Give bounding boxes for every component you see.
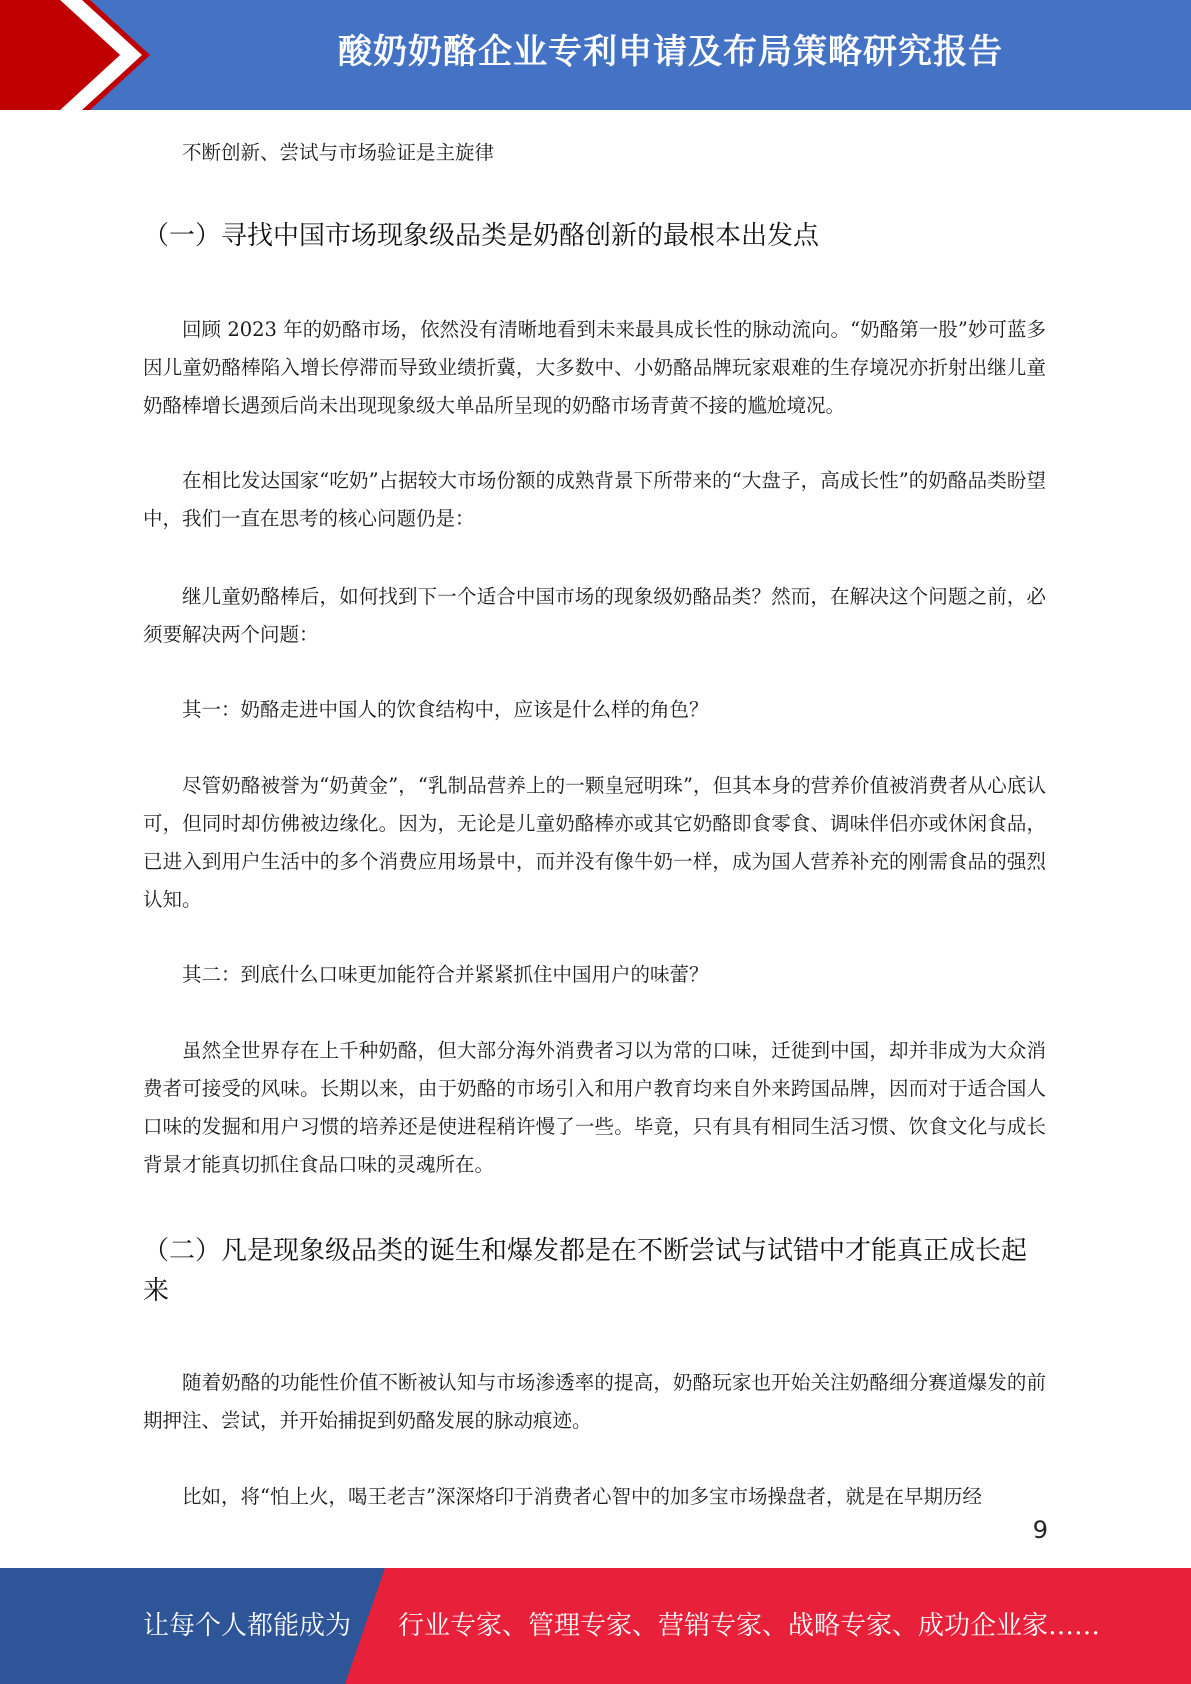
paragraph: 在相比发达国家“吃奶”占据较大市场份额的成熟背景下所带来的“大盘子，高成长性”的奶酪品类盼望中，我们一直在思考的核心问题仍是：: [143, 469, 1046, 530]
paragraph: 继儿童奶酪棒后，如何找到下一个适合中国市场的现象级奶酪品类？然而，在解决这个问题之前，必须要解决两个问题：: [143, 585, 1046, 646]
report-title: 酸奶奶酪企业专利申请及布局策略研究报告: [338, 32, 1003, 72]
paragraph: 比如，将“怕上火，喝王老吉”深深烙印于消费者心智中的加多宝市场操盘者，就是在早期历经: [182, 1485, 982, 1508]
intro-line: 不断创新、尝试与市场验证是主旋律: [182, 141, 495, 164]
paragraph: 尽管奶酪被誉为“奶黄金”，“乳制品营养上的一颗皇冠明珠”，但其本身的营养价值被消费者从心底认可，但同时却仿佛被边缘化。因为，无论是儿童奶酪棒亦或其它奶酪即食零食、调味伴侣亦或休闲食品，已进入到用户生活中的多个消费应用场景中，而并没有像牛奶一样，成为国人营养补充的刚需食品的强烈认知。: [143, 774, 1046, 911]
header-chevron-icon: [0, 0, 160, 110]
section-heading-1: （一）寻找中国市场现象级品类是奶酪创新的最根本出发点: [143, 221, 820, 251]
paragraph: 回顾 2023 年的奶酪市场，依然没有清晰地看到未来最具成长性的脉动流向。“奶酪第一股”妙可蓝多因儿童奶酪棒陷入增长停滞而导致业绩折冀，大多数中、小奶酪品牌玩家艰难的生存境况亦折射出继儿童奶酪棒增长遇颈后尚未出现现象级大单品所呈现的奶酪市场青黄不接的尴尬境况。: [143, 318, 1046, 417]
paragraph: 虽然全世界存在上千种奶酪，但大部分海外消费者习以为常的口味，迁徙到中国，却并非成为大众消费者可接受的风味。长期以来，由于奶酪的市场引入和用户教育均来自外来跨国品牌，因而对于适合国人口味的发掘和用户习惯的培养还是使进程稍许慢了一些。毕竟，只有具有相同生活习惯、饮食文化与成长背景才能真切抓住食品口味的灵魂所在。: [143, 1039, 1046, 1176]
paragraph: 其二：到底什么口味更加能符合并紧紧抓住中国用户的味蕾？: [182, 963, 709, 986]
paragraph: 随着奶酪的功能性价值不断被认知与市场渗透率的提高，奶酪玩家也开始关注奶酪细分赛道爆发的前期押注、尝试，并开始捕捉到奶酪发展的脉动痕迹。: [143, 1371, 1046, 1432]
page-footer: [0, 1568, 1191, 1684]
paragraph: 其一：奶酪走进中国人的饮食结构中，应该是什么样的角色？: [182, 698, 709, 721]
page-header: [0, 0, 1191, 110]
section-heading-2: （二）凡是现象级品类的诞生和爆发都是在不断尝试与试错中才能真正成长起来: [143, 1236, 1028, 1306]
page-number: 9: [1032, 1516, 1048, 1544]
footer-slogan-left: 让每个人都能成为: [143, 1611, 352, 1641]
footer-slogan-right: 行业专家、管理专家、营销专家、战略专家、成功企业家……: [398, 1611, 1101, 1641]
